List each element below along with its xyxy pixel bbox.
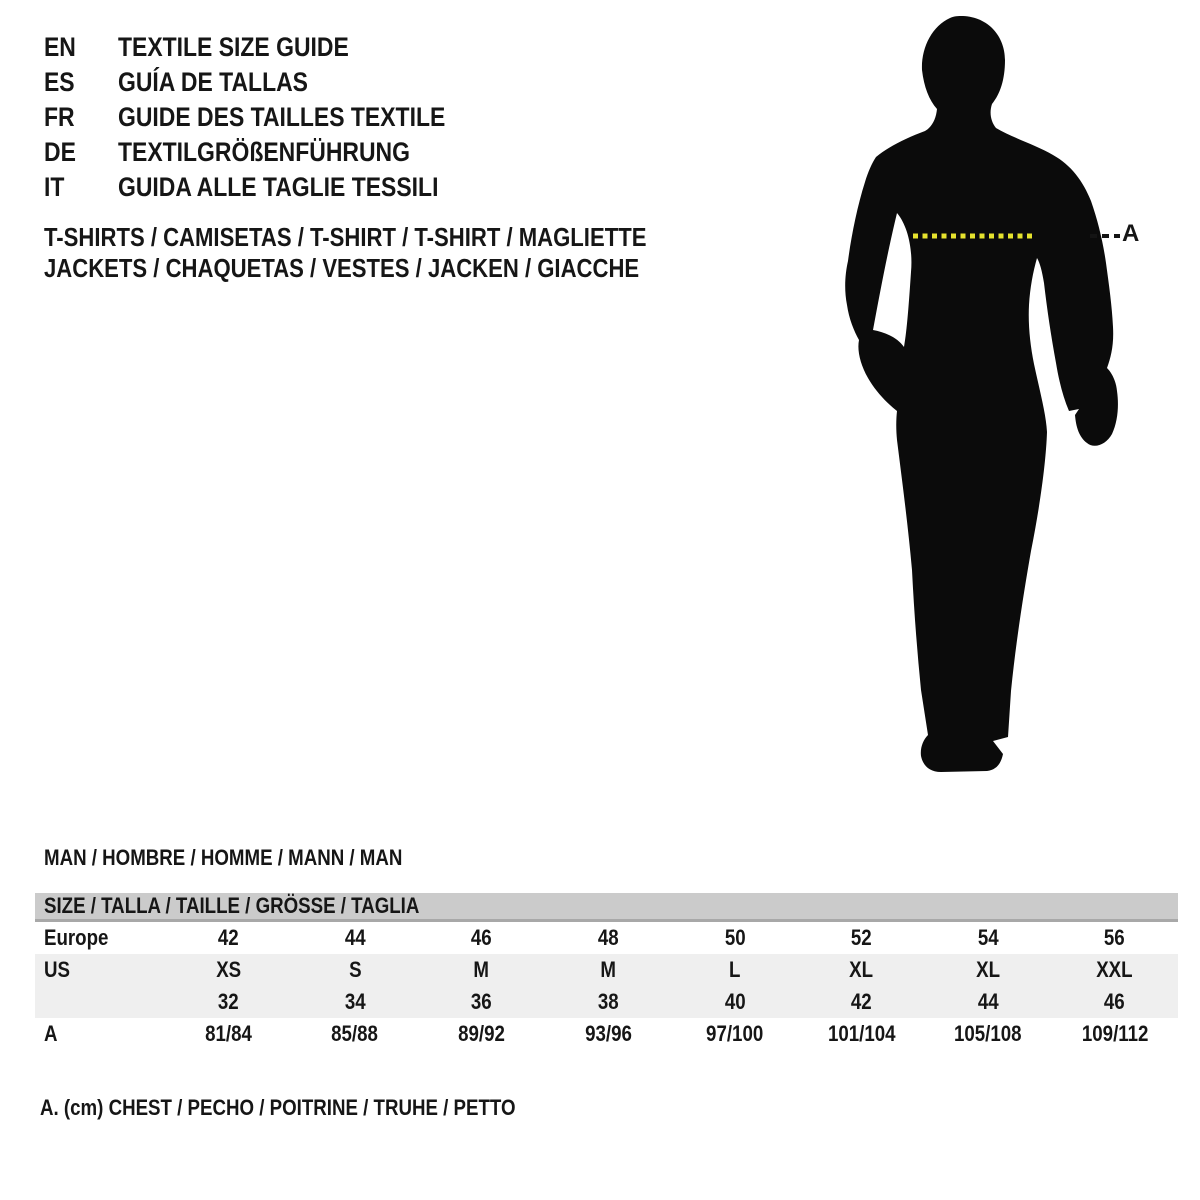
size-value: 36 [471,989,492,1014]
size-value: 97/100 [706,1021,764,1046]
language-title: GUIDE DES TAILLES TEXTILE [118,102,446,132]
language-title: GUÍA DE TALLAS [118,67,308,97]
section-title: MAN / HOMBRE / HOMME / MANN / MAN [44,845,403,870]
size-value: 50 [724,925,746,950]
size-value: XS [215,957,241,982]
table-row [35,922,1178,954]
language-code: FR [44,102,75,132]
language-code: ES [44,67,75,97]
size-table-body [35,922,1178,1050]
size-value: 81/84 [204,1021,252,1046]
size-value: XL [976,957,1001,982]
size-value: 34 [344,989,366,1014]
man-silhouette [845,16,1118,772]
size-value: 46 [471,925,492,950]
size-value: 105/108 [954,1021,1022,1046]
size-value: 52 [851,925,872,950]
size-value: 56 [1104,925,1126,950]
row-label: Europe [44,925,109,950]
row-label: A [44,1021,58,1046]
size-table-header: SIZE / TALLA / TAILLE / GRÖSSE / TAGLIA [35,893,1178,922]
language-code: IT [44,172,65,202]
size-value: 44 [344,925,366,950]
size-value: M [600,957,616,982]
size-value: M [473,957,490,982]
language-title: GUIDA ALLE TAGLIE TESSILI [118,172,439,202]
size-value: 42 [217,925,239,950]
table-row [35,1018,1178,1050]
size-value: S [348,957,362,982]
category-line: T-SHIRTS / CAMISETAS / T-SHIRT / T-SHIRT / MAGLIETTE [44,222,647,252]
size-value: 48 [597,925,619,950]
language-title: TEXTILE SIZE GUIDE [118,32,349,62]
size-value: 85/88 [331,1021,379,1046]
size-value: L [729,957,741,982]
row-label: US [44,957,70,982]
size-value: 40 [724,989,746,1014]
language-title: TEXTILGRÖßENFÜHRUNG [118,137,410,167]
size-value: 44 [977,989,999,1014]
size-value: 93/96 [584,1021,632,1046]
size-value: 38 [597,989,619,1014]
size-table [35,893,1178,1050]
size-value: 46 [1104,989,1126,1014]
size-value: XXL [1096,957,1133,982]
size-value: 54 [977,925,999,950]
size-value: 32 [217,989,239,1014]
table-row [35,954,1178,986]
language-code: EN [44,32,76,62]
size-value: 89/92 [458,1021,505,1046]
language-code: DE [44,137,76,167]
category-line: JACKETS / CHAQUETAS / VESTES / JACKEN / GIACCHE [44,253,640,283]
size-value: 109/112 [1081,1021,1148,1046]
size-value: 42 [851,989,872,1014]
table-row [35,986,1178,1018]
size-value: 101/104 [827,1021,896,1046]
size-value: XL [849,957,874,982]
measure-footnote: A. (cm) CHEST / PECHO / POITRINE / TRUHE / PETTO [40,1095,516,1120]
measure-label-a: A [1122,220,1140,247]
